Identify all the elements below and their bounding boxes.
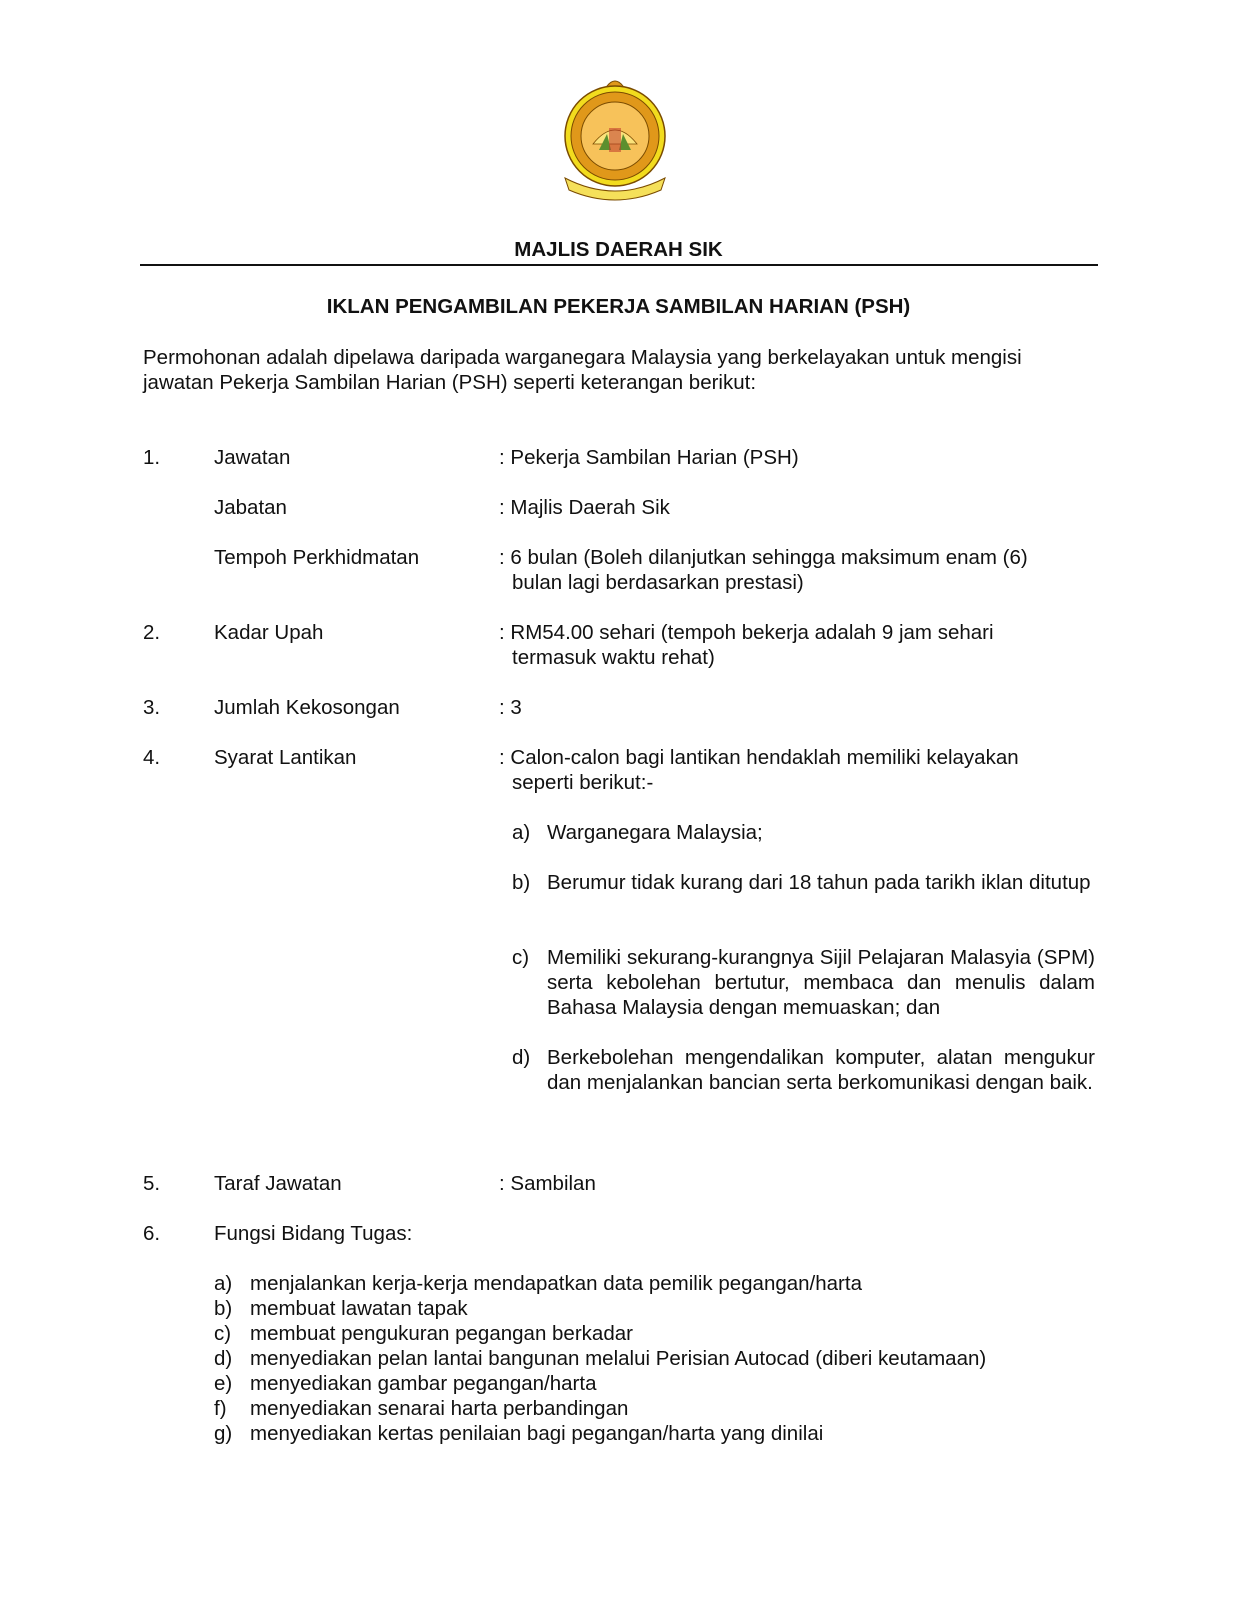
duty-text: menyediakan kertas penilaian bagi pegangan/harta yang dinilai xyxy=(250,1422,824,1445)
duty-letter: b) xyxy=(214,1297,233,1320)
duty-letter: f) xyxy=(214,1397,227,1420)
qualification-text: Memiliki sekurang-kurangnya Sijil Pelajaran Malasyia (SPM) serta kebolehan bertutur, membaca dan menulis dalam Bahasa Malaysia dengan memuaskan; dan xyxy=(547,946,1095,1019)
field-value-tempoh-cont: bulan lagi berdasarkan prestasi) xyxy=(512,571,804,594)
qualification-letter: d) xyxy=(512,1046,531,1069)
item-number: 4. xyxy=(143,746,161,769)
field-label-jabatan: Jabatan xyxy=(214,496,287,519)
qualification-letter: c) xyxy=(512,946,530,969)
duty-letter: a) xyxy=(214,1272,233,1295)
duty-text: membuat lawatan tapak xyxy=(250,1297,468,1320)
field-value-kadar: : RM54.00 sehari (tempoh bekerja adalah 9 jam sehari xyxy=(499,621,994,644)
field-value-taraf: : Sambilan xyxy=(499,1172,596,1195)
field-label-tempoh: Tempoh Perkhidmatan xyxy=(214,546,420,569)
field-label-fungsi: Fungsi Bidang Tugas: xyxy=(214,1222,413,1245)
field-value-kadar-cont: termasuk waktu rehat) xyxy=(512,646,715,669)
field-label-kadar: Kadar Upah xyxy=(214,621,324,644)
intro-line: Permohonan adalah dipelawa daripada warganegara Malaysia yang berkelayakan untuk mengisi xyxy=(143,346,1022,369)
field-value-jabatan: : Majlis Daerah Sik xyxy=(499,496,670,519)
field-value-jawatan: : Pekerja Sambilan Harian (PSH) xyxy=(499,446,799,469)
duty-letter: c) xyxy=(214,1322,232,1345)
field-label-jumlah: Jumlah Kekosongan xyxy=(214,696,400,719)
field-value-syarat-cont: seperti berikut:- xyxy=(512,771,654,794)
document-title: IKLAN PENGAMBILAN PEKERJA SAMBILAN HARIAN (PSH) xyxy=(326,295,911,318)
qualification-text: Warganegara Malaysia; xyxy=(547,821,763,844)
qualification-text: Berkebolehan mengendalikan komputer, alatan mengukur dan menjalankan bancian serta berkomunikasi dengan baik. xyxy=(547,1046,1095,1094)
field-label-jawatan: Jawatan xyxy=(214,446,291,469)
item-number: 1. xyxy=(143,446,161,469)
item-number: 3. xyxy=(143,696,161,719)
item-number: 6. xyxy=(143,1222,161,1245)
qualification-letter: b) xyxy=(512,871,531,894)
duty-text: menyediakan gambar pegangan/harta xyxy=(250,1372,597,1395)
duty-text: menyediakan pelan lantai bangunan melalui Perisian Autocad (diberi keutamaan) xyxy=(250,1347,987,1370)
qualification-letter: a) xyxy=(512,821,531,844)
organization-name: MAJLIS DAERAH SIK xyxy=(514,238,723,261)
field-label-taraf: Taraf Jawatan xyxy=(214,1172,342,1195)
majlis-daerah-sik-emblem-icon xyxy=(555,78,675,208)
item-number: 2. xyxy=(143,621,161,644)
duty-text: menjalankan kerja-kerja mendapatkan data pemilik pegangan/harta xyxy=(250,1272,862,1295)
duty-letter: e) xyxy=(214,1372,233,1395)
field-value-tempoh: : 6 bulan (Boleh dilanjutkan sehingga maksimum enam (6) xyxy=(499,546,1028,569)
duty-text: membuat pengukuran pegangan berkadar xyxy=(250,1322,633,1345)
field-value-jumlah: : 3 xyxy=(499,696,522,719)
intro-line: jawatan Pekerja Sambilan Harian (PSH) seperti keterangan berikut: xyxy=(143,371,757,394)
header-divider xyxy=(140,264,1098,266)
item-number: 5. xyxy=(143,1172,161,1195)
field-label-syarat: Syarat Lantikan xyxy=(214,746,357,769)
qualification-text: Berumur tidak kurang dari 18 tahun pada tarikh iklan ditutup xyxy=(547,871,1091,894)
emblem-graphic xyxy=(555,78,675,208)
duty-text: menyediakan senarai harta perbandingan xyxy=(250,1397,629,1420)
duty-letter: g) xyxy=(214,1422,233,1445)
duty-letter: d) xyxy=(214,1347,233,1370)
field-value-syarat: : Calon-calon bagi lantikan hendaklah memiliki kelayakan xyxy=(499,746,1019,769)
